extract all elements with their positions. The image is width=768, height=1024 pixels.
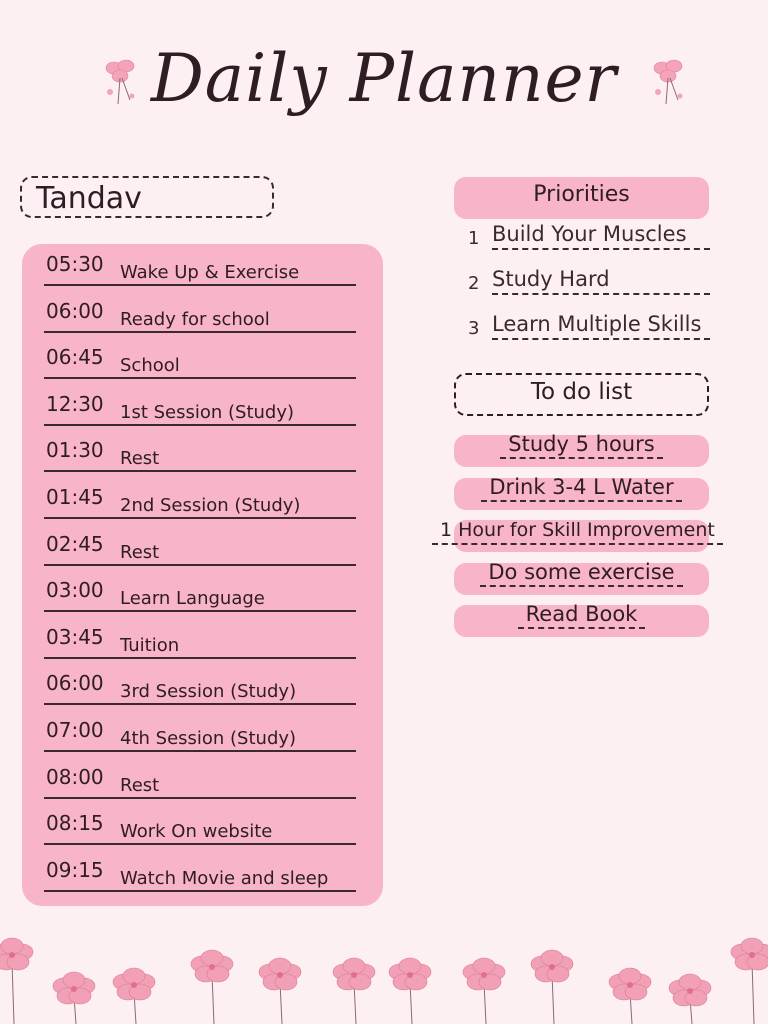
flower-icon	[648, 56, 690, 108]
todo-item-label: Read Book	[518, 605, 646, 629]
priority-text: Learn Multiple Skills	[492, 312, 710, 340]
schedule-activity: 1st Session (Study)	[120, 401, 295, 423]
flower-border	[0, 930, 768, 1024]
schedule-row[interactable]	[44, 617, 356, 659]
schedule-row[interactable]	[44, 710, 356, 752]
todo-item-label: Study 5 hours	[500, 435, 662, 459]
schedule-time: 07:00	[46, 718, 104, 742]
priorities-heading: Priorities	[454, 177, 709, 219]
todo-item-label: Do some exercise	[480, 563, 682, 587]
flower-icon	[0, 938, 33, 1024]
flower-icon	[53, 972, 95, 1024]
todo-item-label: 1 Hour for Skill Improvement	[432, 521, 723, 545]
schedule-panel	[22, 244, 383, 906]
priority-item[interactable]	[468, 222, 710, 252]
schedule-time: 12:30	[46, 391, 104, 416]
schedule-activity: 3rd Session (Study)	[120, 681, 297, 703]
flower-icon	[259, 958, 301, 1024]
flower-icon	[609, 968, 651, 1024]
schedule-time: 01:30	[46, 438, 104, 463]
schedule-row[interactable]	[44, 477, 356, 519]
schedule-row[interactable]	[44, 850, 356, 892]
schedule-activity: Watch Movie and sleep	[120, 867, 329, 889]
schedule-time: 05:30	[46, 252, 104, 276]
todo-heading: To do list	[454, 373, 709, 416]
schedule-row[interactable]	[44, 570, 356, 612]
schedule-row[interactable]	[44, 757, 356, 799]
schedule-row[interactable]	[44, 384, 356, 426]
todo-item[interactable]	[454, 432, 709, 467]
schedule-activity: 4th Session (Study)	[120, 728, 297, 749]
flower-icon	[389, 958, 431, 1024]
page-title: Daily Planner	[150, 40, 618, 117]
todo-item[interactable]	[440, 519, 715, 552]
flower-icon	[333, 958, 375, 1024]
schedule-activity: Learn Language	[120, 588, 265, 610]
schedule-activity: Ready for school	[120, 308, 270, 330]
schedule-time: 06:00	[46, 671, 104, 696]
schedule-time: 06:45	[46, 345, 104, 370]
priority-item[interactable]	[468, 267, 710, 297]
priority-number: 2	[468, 273, 480, 294]
todo-item-label: Drink 3-4 L Water	[481, 478, 681, 502]
flower-icon	[100, 56, 142, 108]
schedule-activity: Rest	[120, 448, 160, 470]
flower-icon	[113, 968, 155, 1024]
priority-item[interactable]	[468, 312, 710, 342]
flower-icon	[731, 938, 768, 1024]
name-field[interactable]: Tandav	[20, 176, 274, 218]
todo-item[interactable]	[454, 560, 709, 595]
schedule-row[interactable]	[44, 337, 356, 379]
priority-text: Build Your Muscles	[492, 222, 710, 250]
schedule-activity: Wake Up & Exercise	[120, 262, 300, 283]
schedule-time: 02:45	[46, 531, 104, 556]
flower-icon	[191, 950, 233, 1024]
schedule-activity: Rest	[120, 541, 160, 563]
schedule-time: 06:00	[46, 298, 104, 323]
schedule-time: 03:00	[46, 578, 104, 603]
todo-item[interactable]	[454, 602, 709, 637]
schedule-row[interactable]	[44, 524, 356, 566]
schedule-activity: Tuition	[120, 634, 180, 656]
flower-icon	[531, 950, 573, 1024]
schedule-activity: Rest	[120, 774, 160, 796]
schedule-time: 08:15	[46, 811, 104, 836]
flower-icon	[669, 974, 711, 1024]
schedule-time: 03:45	[46, 624, 104, 649]
schedule-row[interactable]	[44, 291, 356, 333]
priority-number: 1	[468, 228, 480, 249]
schedule-time: 09:15	[46, 857, 104, 882]
schedule-activity: School	[120, 355, 180, 377]
priority-text: Study Hard	[492, 267, 710, 295]
flower-icon	[463, 958, 505, 1024]
schedule-time: 01:45	[46, 485, 104, 509]
schedule-activity: 2nd Session (Study)	[120, 495, 301, 516]
schedule-activity: Work On website	[120, 821, 273, 843]
schedule-row[interactable]	[44, 803, 356, 845]
schedule-row[interactable]	[44, 663, 356, 705]
schedule-time: 08:00	[46, 764, 104, 789]
schedule-row[interactable]	[44, 244, 356, 286]
todo-item[interactable]	[454, 475, 709, 510]
priority-number: 3	[468, 318, 480, 339]
schedule-row[interactable]	[44, 430, 356, 472]
